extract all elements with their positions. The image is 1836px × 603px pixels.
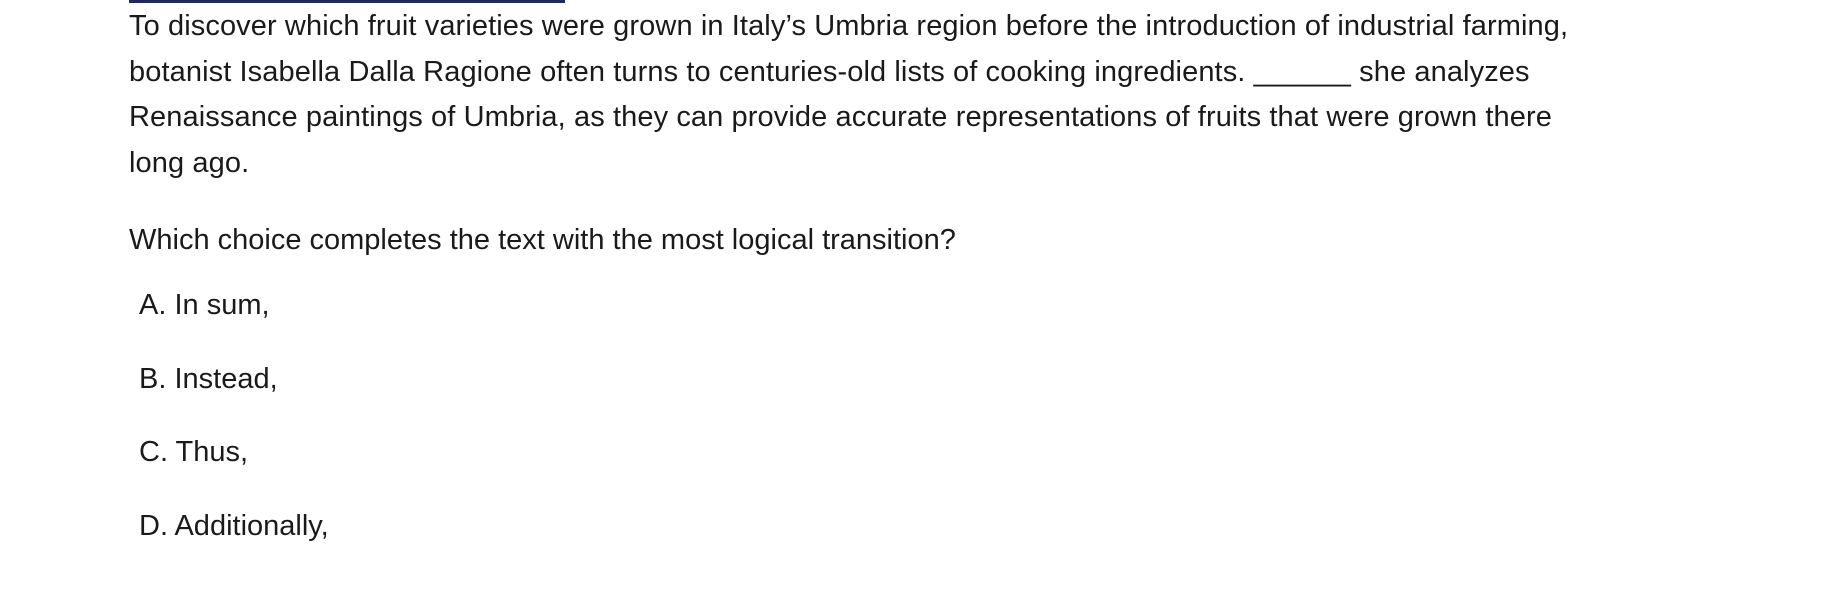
choice-d[interactable] [139, 504, 329, 578]
question-prompt: Which choice completes the text with the most logical transition? [129, 224, 956, 256]
passage-line: Renaissance paintings of Umbria, as they can provide accurate representations of fruits that were grown there [129, 101, 1552, 133]
passage-line: long ago. [129, 146, 250, 179]
choice-letter: B. [139, 362, 175, 395]
passage-line: To discover which fruit varieties were grown in Italy’s Umbria region before the introduction of industrial farming, [129, 10, 1569, 42]
choice-text: In sum, [174, 289, 270, 321]
choice-letter: A. [139, 289, 175, 321]
choice-text: Instead, [174, 362, 278, 395]
choice-b[interactable] [139, 357, 329, 431]
passage-line: botanist Isabella Dalla Ragione often turns to centuries-old lists of cooking ingredients. ______ she analyzes [129, 55, 1530, 88]
choice-a[interactable] [139, 283, 329, 357]
top-divider [129, 0, 565, 3]
choice-c[interactable] [139, 430, 329, 504]
passage-text [129, 4, 1699, 186]
choice-text: Thus, [175, 436, 249, 468]
choice-letter: C. [139, 436, 176, 468]
answer-choices [139, 283, 329, 577]
choice-text: Additionally, [174, 509, 329, 542]
choice-letter: D. [139, 509, 175, 542]
